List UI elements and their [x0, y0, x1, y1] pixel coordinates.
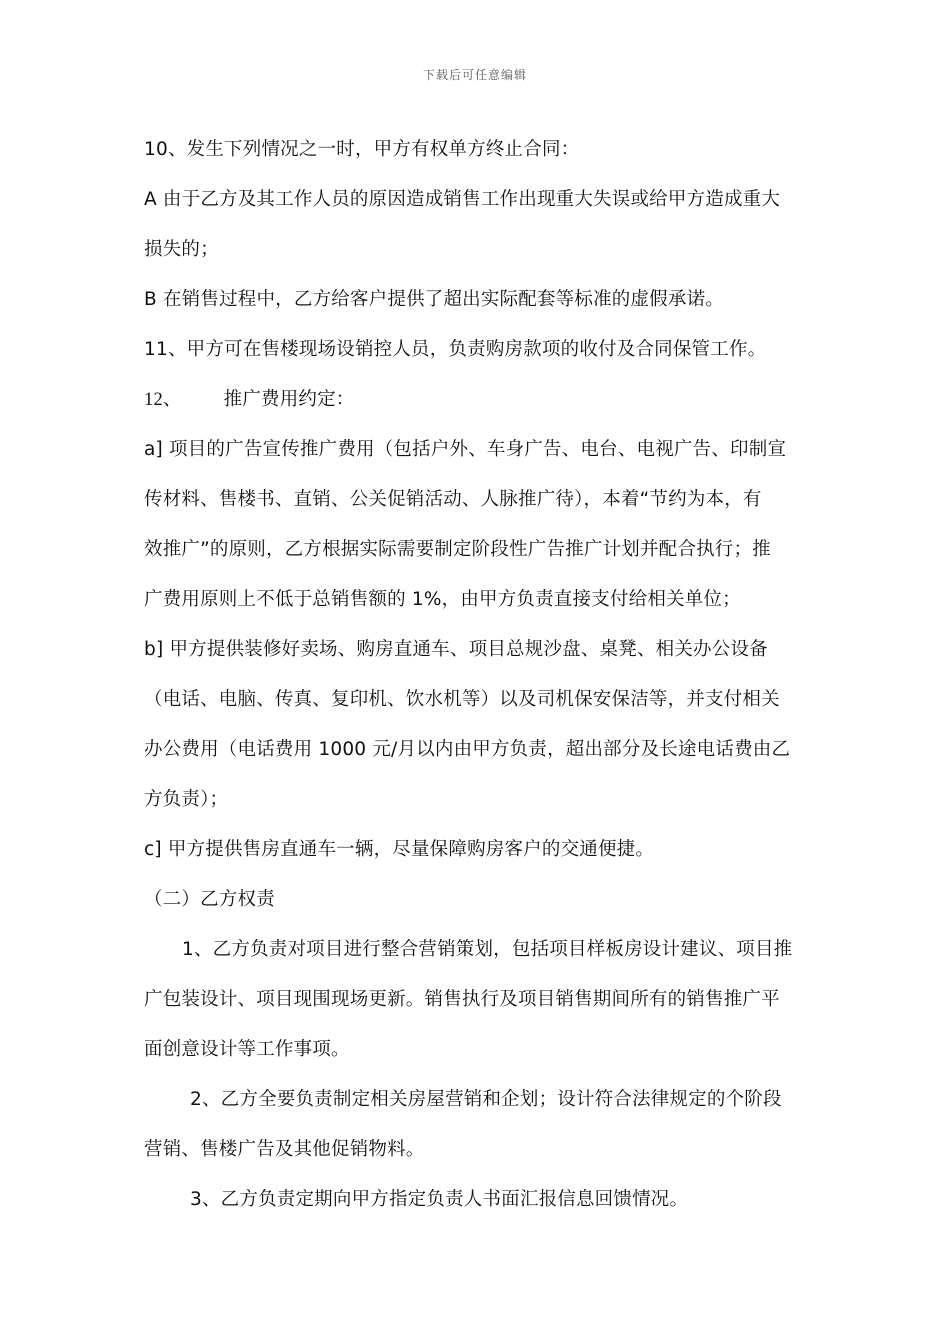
section-heading-12 — [144, 380, 824, 430]
paragraph-line: 损失的； — [144, 239, 219, 260]
paragraph-line: 营销、售楼广告及其他促销物料。 — [144, 1139, 425, 1160]
paragraph-line: a] 项目的广告宣传推广费用（包括户外、车身广告、电台、电视广告、印制宣 — [144, 439, 787, 460]
paragraph-line: 3、乙方负责定期向甲方指定负责人书面汇报信息回馈情况。 — [190, 1189, 689, 1210]
paragraph-line: 1、乙方负责对项目进行整合营销策划，包括项目样板房设计建议、项目推 — [182, 939, 793, 960]
section-title: 推广费用约定： — [223, 389, 355, 410]
paragraph-line: c] 甲方提供售房直通车一辆，尽量保障购房客户的交通便捷。 — [144, 839, 655, 860]
paragraph-line: 11、甲方可在售楼现场设销控人员，负责购房款项的收付及合同保管工作。 — [144, 339, 767, 360]
paragraph-line: 方负责）； — [144, 789, 229, 810]
section-heading-party-b: （二）乙方权责 — [144, 889, 275, 910]
paragraph-line: B 在销售过程中，乙方给客户提供了超出实际配套等标准的虚假承诺。 — [144, 289, 724, 310]
page-header: 下载后可任意编辑 — [422, 68, 527, 82]
document-body — [144, 130, 824, 1230]
paragraph-line: 广费用原则上不低于总销售额的 1%，由甲方负责直接支付给相关单位； — [144, 589, 741, 610]
paragraph-line: 传材料、售楼书、直销、公关促销活动、人脉推广待），本着“节约为本，有 — [144, 489, 762, 510]
section-number: 12、 — [144, 390, 182, 410]
paragraph-line: A 由于乙方及其工作人员的原因造成销售工作出现重大失误或给甲方造成重大 — [144, 189, 781, 210]
paragraph-line: 办公费用（电话费用 1000 元/月以内由甲方负责，超出部分及长途电话费由乙 — [144, 739, 791, 760]
paragraph-line: （电话、电脑、传真、复印机、饮水机等）以及司机保安保洁等，并支付相关 — [144, 689, 780, 710]
paragraph-line: 面创意设计等工作事项。 — [144, 1039, 350, 1060]
paragraph-line: 效推广”的原则，乙方根据实际需要制定阶段性广告推广计划并配合执行；推 — [144, 539, 771, 560]
paragraph-line: 广包装设计、项目现围现场更新。销售执行及项目销售期间所有的销售推广平 — [144, 989, 780, 1010]
paragraph-line: 10、发生下列情况之一时，甲方有权单方终止合同： — [144, 139, 580, 160]
paragraph-line: 2、乙方全要负责制定相关房屋营销和企划；设计符合法律规定的个阶段 — [190, 1089, 782, 1110]
paragraph-line: b] 甲方提供装修好卖场、购房直通车、项目总规沙盘、桌凳、相关办公设备 — [144, 639, 768, 660]
